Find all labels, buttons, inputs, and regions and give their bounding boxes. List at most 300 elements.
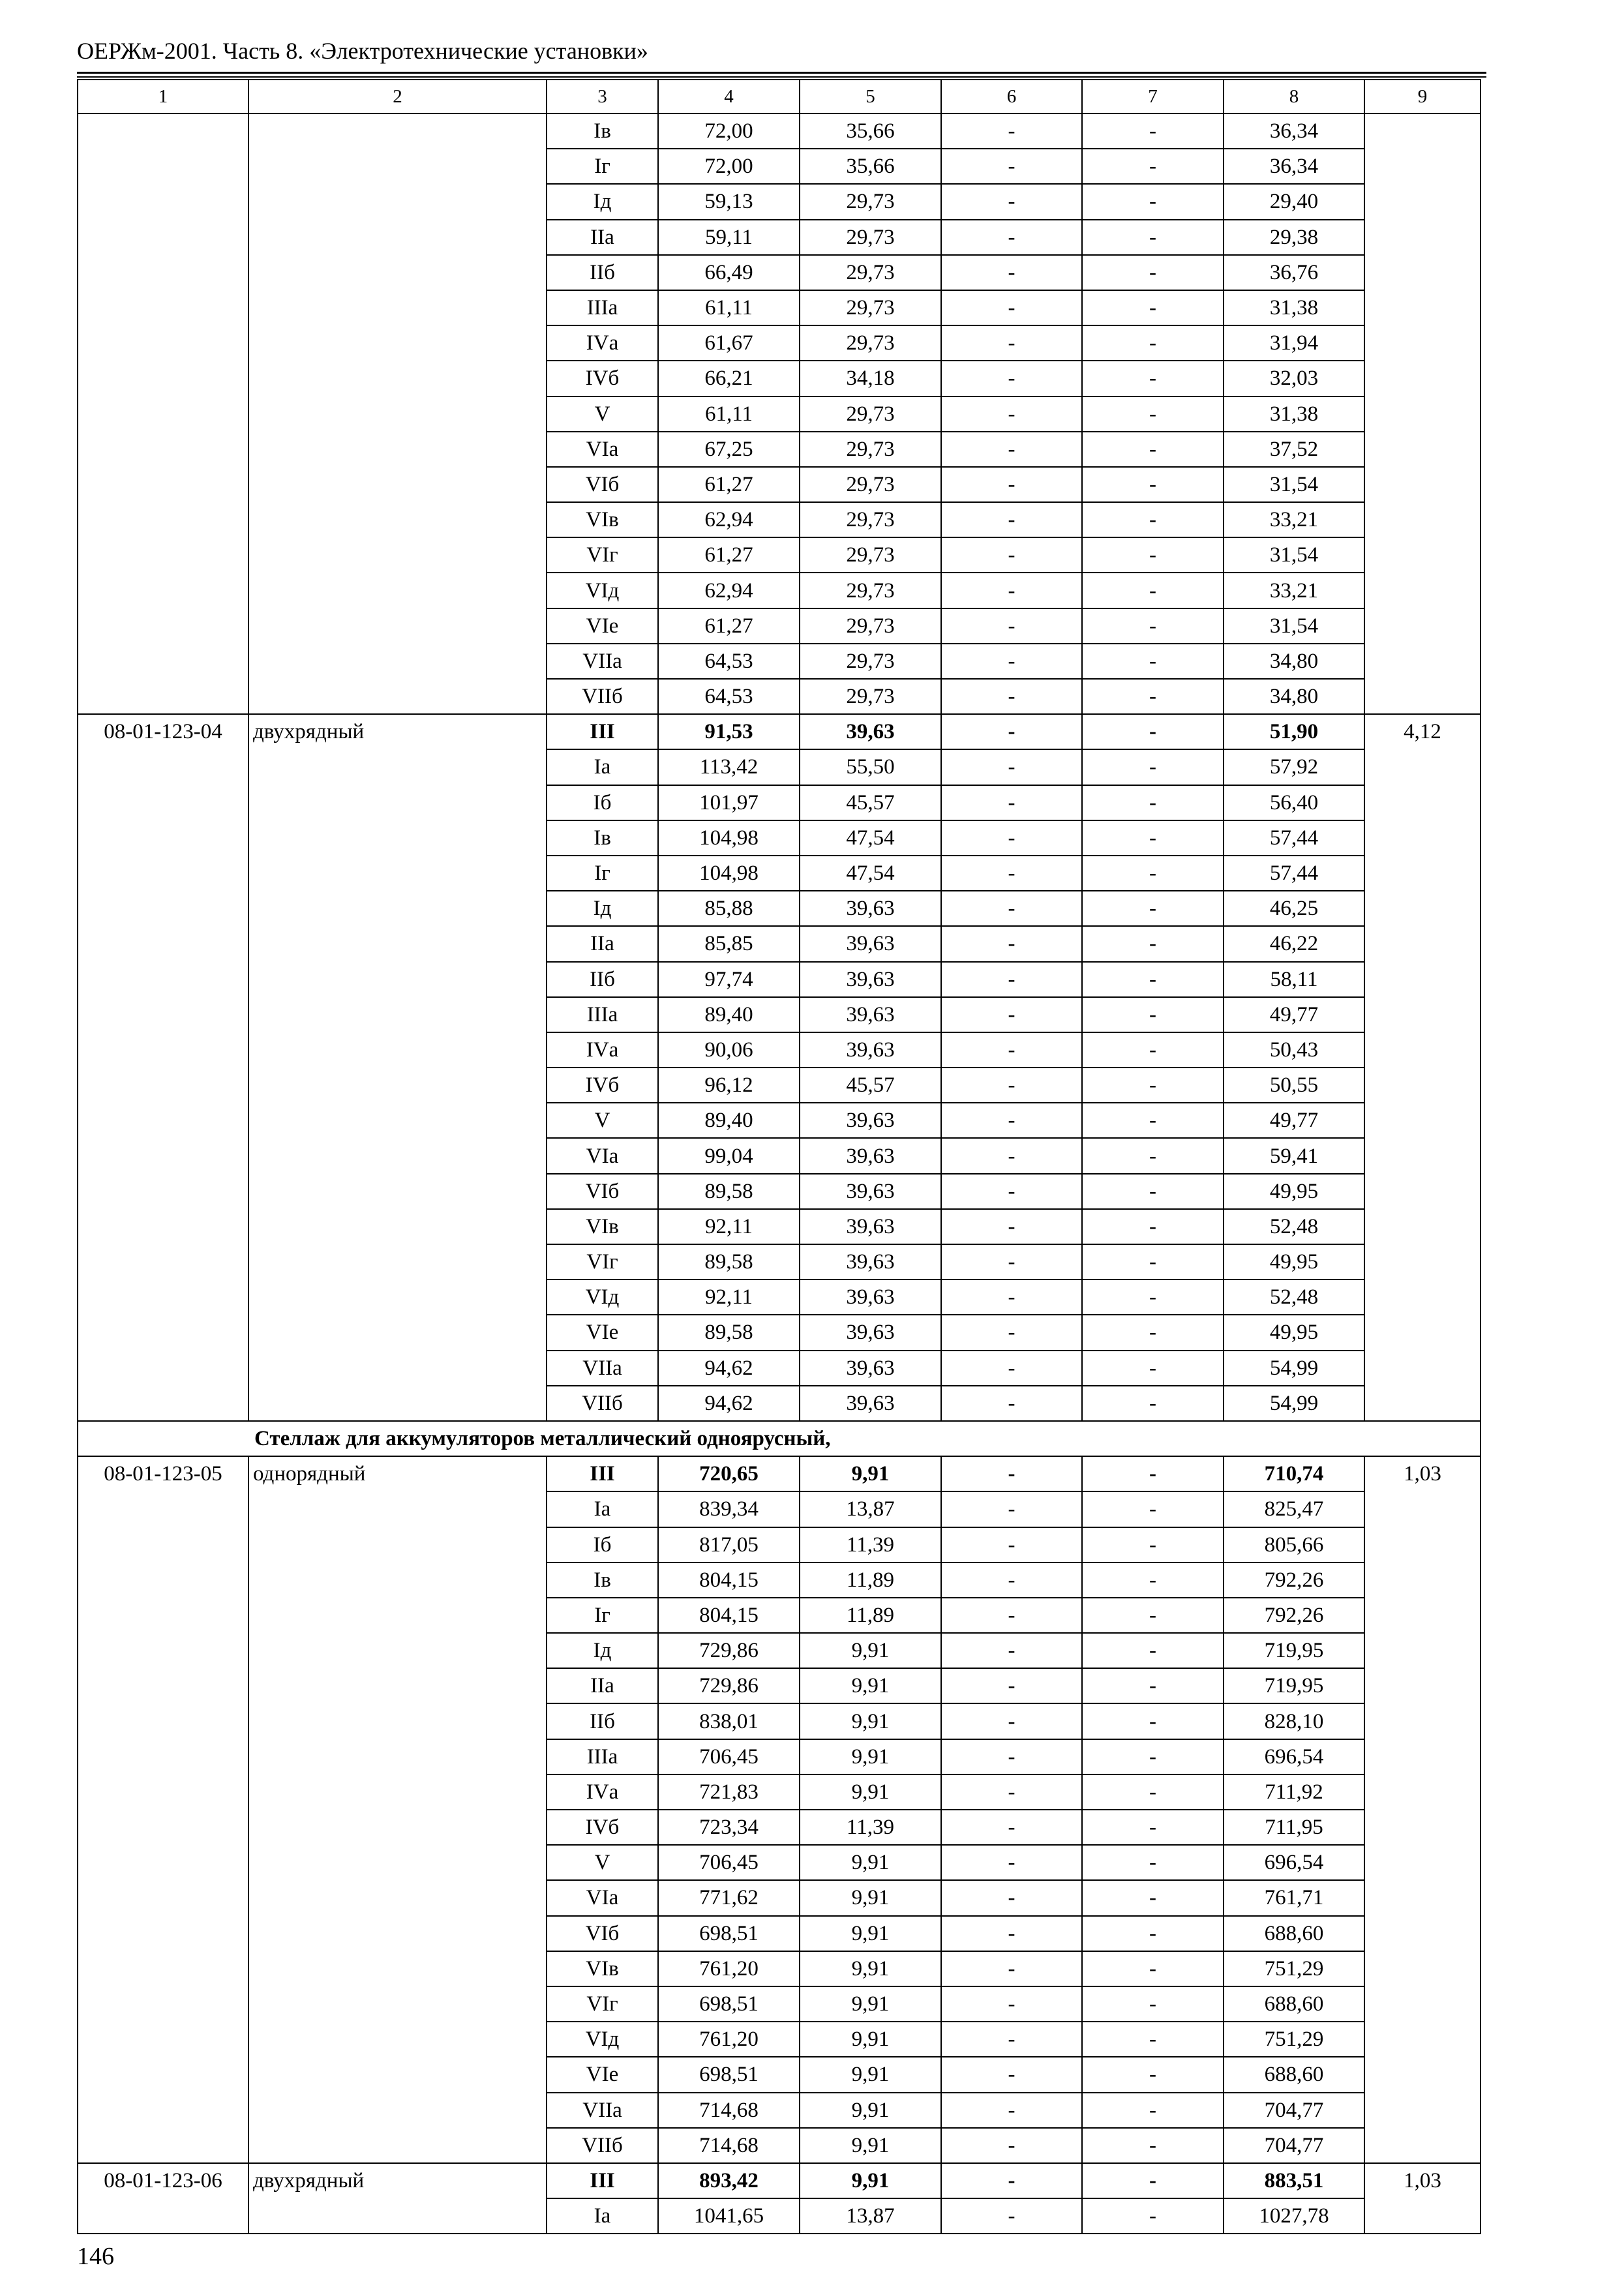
cell-col-6: - — [941, 891, 1082, 926]
cell-col-8: 31,38 — [1224, 290, 1364, 325]
cell-col-6: - — [941, 573, 1082, 608]
cell-col-6: - — [941, 1315, 1082, 1350]
cell-col-3: VIд — [547, 2022, 658, 2057]
table-row — [78, 113, 1481, 149]
cell-col-3: Iг — [547, 1598, 658, 1633]
cell-col-3: III — [547, 714, 658, 749]
cell-col-5: 9,91 — [800, 1880, 941, 1915]
cell-col-8: 828,10 — [1224, 1703, 1364, 1739]
table-body — [78, 80, 1481, 2234]
cell-col-4: 61,27 — [658, 467, 800, 502]
cell-col-8: 49,95 — [1224, 1174, 1364, 1209]
cell-col-6: - — [941, 714, 1082, 749]
cell-col-7: - — [1082, 926, 1224, 961]
cell-col-4: 97,74 — [658, 962, 800, 997]
cell-col-7: - — [1082, 149, 1224, 184]
cell-col-5: 29,73 — [800, 644, 941, 679]
cell-col-5: 34,18 — [800, 361, 941, 396]
cell-col-8: 31,54 — [1224, 467, 1364, 502]
cell-col-3: Iб — [547, 785, 658, 820]
cell-col-8: 688,60 — [1224, 2057, 1364, 2092]
cell-col-3: IIа — [547, 926, 658, 961]
cell-col-8: 50,55 — [1224, 1068, 1364, 1103]
cell-col-3: VIIа — [547, 1351, 658, 1386]
cell-col-8: 704,77 — [1224, 2128, 1364, 2163]
cell-col-3: VIIб — [547, 1386, 658, 1421]
cell-col-5: 9,91 — [800, 2022, 941, 2057]
cell-col-6: - — [941, 2128, 1082, 2163]
cell-col-8: 33,21 — [1224, 573, 1364, 608]
column-number-6: 6 — [941, 80, 1082, 113]
cell-col-5: 39,63 — [800, 926, 941, 961]
cell-col-3: IVа — [547, 1032, 658, 1068]
cell-col-8: 704,77 — [1224, 2093, 1364, 2128]
cell-col-8: 46,25 — [1224, 891, 1364, 926]
cell-col-5: 39,63 — [800, 1174, 941, 1209]
cell-col-3: IIб — [547, 1703, 658, 1739]
rate-name: двухрядный — [248, 2163, 547, 2234]
cell-col-6: - — [941, 1916, 1082, 1951]
cell-col-7: - — [1082, 1703, 1224, 1739]
cell-col-7: - — [1082, 255, 1224, 290]
cell-col-8: 688,60 — [1224, 1916, 1364, 1951]
cell-col-5: 11,89 — [800, 1563, 941, 1598]
cell-col-4: 706,45 — [658, 1739, 800, 1774]
cell-col-6: - — [941, 2022, 1082, 2057]
cell-col-7: - — [1082, 1315, 1224, 1350]
cell-col-8: 50,43 — [1224, 1032, 1364, 1068]
cell-col-8: 792,26 — [1224, 1598, 1364, 1633]
cell-col-6: - — [941, 608, 1082, 644]
cell-col-3: Iа — [547, 1491, 658, 1527]
cell-col-5: 29,73 — [800, 573, 941, 608]
cell-col-3: IVб — [547, 361, 658, 396]
cell-col-5: 9,91 — [800, 1916, 941, 1951]
cell-col-3: Iв — [547, 820, 658, 856]
cell-col-8: 31,54 — [1224, 608, 1364, 644]
cell-col-8: 52,48 — [1224, 1279, 1364, 1315]
table-row — [78, 1456, 1481, 1491]
cell-col-7: - — [1082, 997, 1224, 1032]
cell-col-8: 49,77 — [1224, 1103, 1364, 1138]
cell-col-8: 719,95 — [1224, 1668, 1364, 1703]
cell-col-8: 696,54 — [1224, 1739, 1364, 1774]
cell-col-4: 698,51 — [658, 2057, 800, 2092]
cell-col-5: 13,87 — [800, 1491, 941, 1527]
cell-col-7: - — [1082, 820, 1224, 856]
cell-col-8: 1027,78 — [1224, 2198, 1364, 2234]
cell-col-8: 29,38 — [1224, 220, 1364, 255]
cell-col-8: 59,41 — [1224, 1138, 1364, 1173]
cell-col-3: VIб — [547, 467, 658, 502]
cell-col-7: - — [1082, 608, 1224, 644]
cell-col-7: - — [1082, 502, 1224, 537]
cell-col-4: 94,62 — [658, 1386, 800, 1421]
cell-col-4: 839,34 — [658, 1491, 800, 1527]
cell-col-6: - — [941, 785, 1082, 820]
cell-col-6: - — [941, 1951, 1082, 1986]
cell-col-8: 29,40 — [1224, 184, 1364, 219]
column-number-5: 5 — [800, 80, 941, 113]
cell-col-7: - — [1082, 573, 1224, 608]
cell-col-5: 29,73 — [800, 608, 941, 644]
cell-col-6: - — [941, 1174, 1082, 1209]
cell-col-5: 39,63 — [800, 1386, 941, 1421]
cell-col-4: 698,51 — [658, 1916, 800, 1951]
cell-col-4: 720,65 — [658, 1456, 800, 1491]
cell-col-4: 72,00 — [658, 113, 800, 149]
cell-col-6: - — [941, 1880, 1082, 1915]
cell-col-3: IIа — [547, 220, 658, 255]
cell-col-4: 804,15 — [658, 1598, 800, 1633]
cell-col-5: 9,91 — [800, 1668, 941, 1703]
cell-col-7: - — [1082, 1103, 1224, 1138]
cell-col-7: - — [1082, 1456, 1224, 1491]
cell-col-8: 36,34 — [1224, 149, 1364, 184]
cell-col-8: 31,94 — [1224, 325, 1364, 361]
cell-col-3: VIIа — [547, 644, 658, 679]
cell-col-4: 61,11 — [658, 290, 800, 325]
cell-col-3: VIд — [547, 573, 658, 608]
cell-col-3: VIд — [547, 1279, 658, 1315]
cell-col-6: - — [941, 1068, 1082, 1103]
cell-col-7: - — [1082, 432, 1224, 467]
cell-col-6: - — [941, 2093, 1082, 2128]
rate-name — [248, 113, 547, 714]
section-title: Стеллаж для аккумуляторов металлический одноярусный, — [78, 1421, 1481, 1456]
cell-col-3: Iг — [547, 149, 658, 184]
coefficient-cell: 1,03 — [1364, 2163, 1481, 2234]
cell-col-8: 58,11 — [1224, 962, 1364, 997]
cell-col-7: - — [1082, 537, 1224, 573]
cell-col-4: 92,11 — [658, 1209, 800, 1244]
rate-code — [78, 113, 248, 714]
cell-col-3: IIб — [547, 255, 658, 290]
cell-col-4: 706,45 — [658, 1845, 800, 1880]
cell-col-5: 39,63 — [800, 1103, 941, 1138]
rate-code: 08-01-123-04 — [78, 714, 248, 1421]
cell-col-6: - — [941, 1103, 1082, 1138]
cell-col-3: VIе — [547, 1315, 658, 1350]
cell-col-5: 9,91 — [800, 1739, 941, 1774]
cell-col-4: 64,53 — [658, 644, 800, 679]
cell-col-6: - — [941, 926, 1082, 961]
cell-col-5: 45,57 — [800, 785, 941, 820]
cell-col-5: 29,73 — [800, 184, 941, 219]
cell-col-3: VIг — [547, 537, 658, 573]
rate-name: однорядный — [248, 1456, 547, 2163]
cell-col-4: 714,68 — [658, 2093, 800, 2128]
cell-col-5: 39,63 — [800, 714, 941, 749]
cell-col-6: - — [941, 290, 1082, 325]
cell-col-5: 29,73 — [800, 220, 941, 255]
cell-col-7: - — [1082, 1244, 1224, 1279]
cell-col-8: 883,51 — [1224, 2163, 1364, 2198]
cell-col-3: Iа — [547, 2198, 658, 2234]
cell-col-7: - — [1082, 1386, 1224, 1421]
cell-col-3: III — [547, 1456, 658, 1491]
cell-col-8: 49,77 — [1224, 997, 1364, 1032]
cell-col-8: 46,22 — [1224, 926, 1364, 961]
cell-col-6: - — [941, 1633, 1082, 1668]
cell-col-3: VIг — [547, 1986, 658, 2022]
cell-col-7: - — [1082, 2022, 1224, 2057]
cell-col-7: - — [1082, 1916, 1224, 1951]
cell-col-3: IVа — [547, 325, 658, 361]
rate-code: 08-01-123-06 — [78, 2163, 248, 2234]
cell-col-5: 29,73 — [800, 396, 941, 432]
cell-col-3: IIб — [547, 962, 658, 997]
cell-col-4: 61,27 — [658, 608, 800, 644]
cell-col-5: 9,91 — [800, 1845, 941, 1880]
cell-col-5: 29,73 — [800, 255, 941, 290]
cell-col-8: 751,29 — [1224, 1951, 1364, 1986]
cell-col-5: 29,73 — [800, 467, 941, 502]
cell-col-6: - — [941, 1456, 1082, 1491]
cell-col-4: 723,34 — [658, 1810, 800, 1845]
cell-col-3: IVб — [547, 1068, 658, 1103]
cell-col-5: 39,63 — [800, 891, 941, 926]
cell-col-3: VIе — [547, 2057, 658, 2092]
cell-col-3: Iг — [547, 856, 658, 891]
cell-col-8: 52,48 — [1224, 1209, 1364, 1244]
cell-col-3: III — [547, 2163, 658, 2198]
cell-col-8: 51,90 — [1224, 714, 1364, 749]
cell-col-7: - — [1082, 2163, 1224, 2198]
rates-table — [77, 79, 1481, 2234]
cell-col-3: IIIа — [547, 1739, 658, 1774]
cell-col-3: Iд — [547, 891, 658, 926]
cell-col-7: - — [1082, 113, 1224, 149]
cell-col-7: - — [1082, 1351, 1224, 1386]
header-rule-thick — [77, 72, 1486, 74]
cell-col-6: - — [941, 1774, 1082, 1810]
cell-col-3: VIб — [547, 1916, 658, 1951]
cell-col-6: - — [941, 113, 1082, 149]
cell-col-8: 751,29 — [1224, 2022, 1364, 2057]
cell-col-4: 66,49 — [658, 255, 800, 290]
cell-col-8: 696,54 — [1224, 1845, 1364, 1880]
cell-col-4: 817,05 — [658, 1527, 800, 1563]
cell-col-8: 711,92 — [1224, 1774, 1364, 1810]
cell-col-6: - — [941, 1703, 1082, 1739]
cell-col-4: 62,94 — [658, 573, 800, 608]
cell-col-4: 104,98 — [658, 820, 800, 856]
cell-col-7: - — [1082, 856, 1224, 891]
cell-col-8: 32,03 — [1224, 361, 1364, 396]
cell-col-6: - — [941, 361, 1082, 396]
cell-col-7: - — [1082, 1810, 1224, 1845]
cell-col-4: 804,15 — [658, 1563, 800, 1598]
cell-col-4: 66,21 — [658, 361, 800, 396]
cell-col-8: 36,76 — [1224, 255, 1364, 290]
table-row — [78, 714, 1481, 749]
table-row — [78, 2163, 1481, 2198]
cell-col-4: 113,42 — [658, 749, 800, 785]
cell-col-5: 9,91 — [800, 2057, 941, 2092]
cell-col-8: 34,80 — [1224, 644, 1364, 679]
cell-col-7: - — [1082, 184, 1224, 219]
cell-col-5: 39,63 — [800, 1032, 941, 1068]
cell-col-5: 29,73 — [800, 325, 941, 361]
cell-col-6: - — [941, 1138, 1082, 1173]
cell-col-5: 39,63 — [800, 962, 941, 997]
cell-col-4: 85,85 — [658, 926, 800, 961]
cell-col-6: - — [941, 502, 1082, 537]
cell-col-4: 698,51 — [658, 1986, 800, 2022]
cell-col-6: - — [941, 2163, 1082, 2198]
cell-col-5: 13,87 — [800, 2198, 941, 2234]
cell-col-8: 49,95 — [1224, 1244, 1364, 1279]
cell-col-7: - — [1082, 1174, 1224, 1209]
cell-col-5: 29,73 — [800, 432, 941, 467]
cell-col-8: 792,26 — [1224, 1563, 1364, 1598]
cell-col-8: 34,80 — [1224, 679, 1364, 714]
cell-col-6: - — [941, 2057, 1082, 2092]
rate-name: двухрядный — [248, 714, 547, 1421]
cell-col-8: 56,40 — [1224, 785, 1364, 820]
cell-col-4: 59,13 — [658, 184, 800, 219]
cell-col-6: - — [941, 1739, 1082, 1774]
cell-col-6: - — [941, 432, 1082, 467]
cell-col-3: Iв — [547, 1563, 658, 1598]
cell-col-3: IVб — [547, 1810, 658, 1845]
cell-col-6: - — [941, 1032, 1082, 1068]
coefficient-cell — [1364, 113, 1481, 714]
page-number: 146 — [77, 2243, 114, 2270]
cell-col-3: IIIа — [547, 997, 658, 1032]
cell-col-7: - — [1082, 1138, 1224, 1173]
cell-col-6: - — [941, 1598, 1082, 1633]
cell-col-7: - — [1082, 714, 1224, 749]
cell-col-4: 838,01 — [658, 1703, 800, 1739]
cell-col-7: - — [1082, 962, 1224, 997]
cell-col-4: 729,86 — [658, 1633, 800, 1668]
cell-col-7: - — [1082, 220, 1224, 255]
cell-col-5: 9,91 — [800, 2128, 941, 2163]
cell-col-7: - — [1082, 1209, 1224, 1244]
cell-col-6: - — [941, 1279, 1082, 1315]
cell-col-8: 761,71 — [1224, 1880, 1364, 1915]
cell-col-5: 39,63 — [800, 1315, 941, 1350]
cell-col-8: 49,95 — [1224, 1315, 1364, 1350]
cell-col-3: VIа — [547, 1880, 658, 1915]
cell-col-6: - — [941, 820, 1082, 856]
column-number-row — [78, 80, 1481, 113]
cell-col-7: - — [1082, 891, 1224, 926]
cell-col-3: V — [547, 1103, 658, 1138]
cell-col-7: - — [1082, 1880, 1224, 1915]
cell-col-8: 54,99 — [1224, 1351, 1364, 1386]
cell-col-6: - — [941, 184, 1082, 219]
cell-col-4: 61,11 — [658, 396, 800, 432]
cell-col-3: V — [547, 396, 658, 432]
cell-col-8: 31,54 — [1224, 537, 1364, 573]
cell-col-6: - — [941, 255, 1082, 290]
cell-col-5: 45,57 — [800, 1068, 941, 1103]
cell-col-7: - — [1082, 1563, 1224, 1598]
column-number-9: 9 — [1364, 80, 1481, 113]
cell-col-4: 61,27 — [658, 537, 800, 573]
cell-col-5: 39,63 — [800, 1279, 941, 1315]
cell-col-5: 11,39 — [800, 1527, 941, 1563]
cell-col-5: 35,66 — [800, 113, 941, 149]
cell-col-4: 89,58 — [658, 1174, 800, 1209]
cell-col-4: 92,11 — [658, 1279, 800, 1315]
cell-col-4: 89,58 — [658, 1244, 800, 1279]
cell-col-6: - — [941, 644, 1082, 679]
cell-col-3: IIа — [547, 1668, 658, 1703]
column-number-7: 7 — [1082, 80, 1224, 113]
cell-col-8: 57,92 — [1224, 749, 1364, 785]
cell-col-6: - — [941, 1810, 1082, 1845]
cell-col-8: 825,47 — [1224, 1491, 1364, 1527]
cell-col-7: - — [1082, 644, 1224, 679]
cell-col-5: 29,73 — [800, 537, 941, 573]
cell-col-4: 64,53 — [658, 679, 800, 714]
cell-col-4: 104,98 — [658, 856, 800, 891]
column-number-2: 2 — [248, 80, 547, 113]
cell-col-6: - — [941, 1668, 1082, 1703]
cell-col-6: - — [941, 1244, 1082, 1279]
cell-col-4: 90,06 — [658, 1032, 800, 1068]
cell-col-4: 91,53 — [658, 714, 800, 749]
cell-col-6: - — [941, 962, 1082, 997]
cell-col-8: 31,38 — [1224, 396, 1364, 432]
cell-col-5: 9,91 — [800, 1774, 941, 1810]
cell-col-7: - — [1082, 2057, 1224, 2092]
cell-col-4: 89,40 — [658, 1103, 800, 1138]
cell-col-6: - — [941, 679, 1082, 714]
cell-col-6: - — [941, 749, 1082, 785]
cell-col-6: - — [941, 997, 1082, 1032]
header-rule-thin — [77, 76, 1486, 78]
cell-col-7: - — [1082, 1032, 1224, 1068]
cell-col-3: VIе — [547, 608, 658, 644]
cell-col-7: - — [1082, 785, 1224, 820]
cell-col-5: 11,39 — [800, 1810, 941, 1845]
cell-col-7: - — [1082, 1845, 1224, 1880]
cell-col-3: Iв — [547, 113, 658, 149]
cell-col-4: 721,83 — [658, 1774, 800, 1810]
cell-col-5: 39,63 — [800, 997, 941, 1032]
cell-col-4: 714,68 — [658, 2128, 800, 2163]
cell-col-3: Iа — [547, 749, 658, 785]
cell-col-7: - — [1082, 1068, 1224, 1103]
cell-col-6: - — [941, 149, 1082, 184]
column-number-8: 8 — [1224, 80, 1364, 113]
cell-col-4: 761,20 — [658, 2022, 800, 2057]
cell-col-7: - — [1082, 290, 1224, 325]
cell-col-6: - — [941, 1527, 1082, 1563]
cell-col-4: 85,88 — [658, 891, 800, 926]
cell-col-7: - — [1082, 1279, 1224, 1315]
cell-col-5: 39,63 — [800, 1209, 941, 1244]
cell-col-3: VIв — [547, 1209, 658, 1244]
cell-col-6: - — [941, 1386, 1082, 1421]
cell-col-4: 72,00 — [658, 149, 800, 184]
cell-col-8: 57,44 — [1224, 856, 1364, 891]
cell-col-3: VIв — [547, 1951, 658, 1986]
cell-col-3: Iд — [547, 184, 658, 219]
cell-col-6: - — [941, 2198, 1082, 2234]
cell-col-4: 62,94 — [658, 502, 800, 537]
cell-col-3: IVа — [547, 1774, 658, 1810]
cell-col-8: 688,60 — [1224, 1986, 1364, 2022]
cell-col-7: - — [1082, 467, 1224, 502]
cell-col-6: - — [941, 1845, 1082, 1880]
cell-col-4: 101,97 — [658, 785, 800, 820]
